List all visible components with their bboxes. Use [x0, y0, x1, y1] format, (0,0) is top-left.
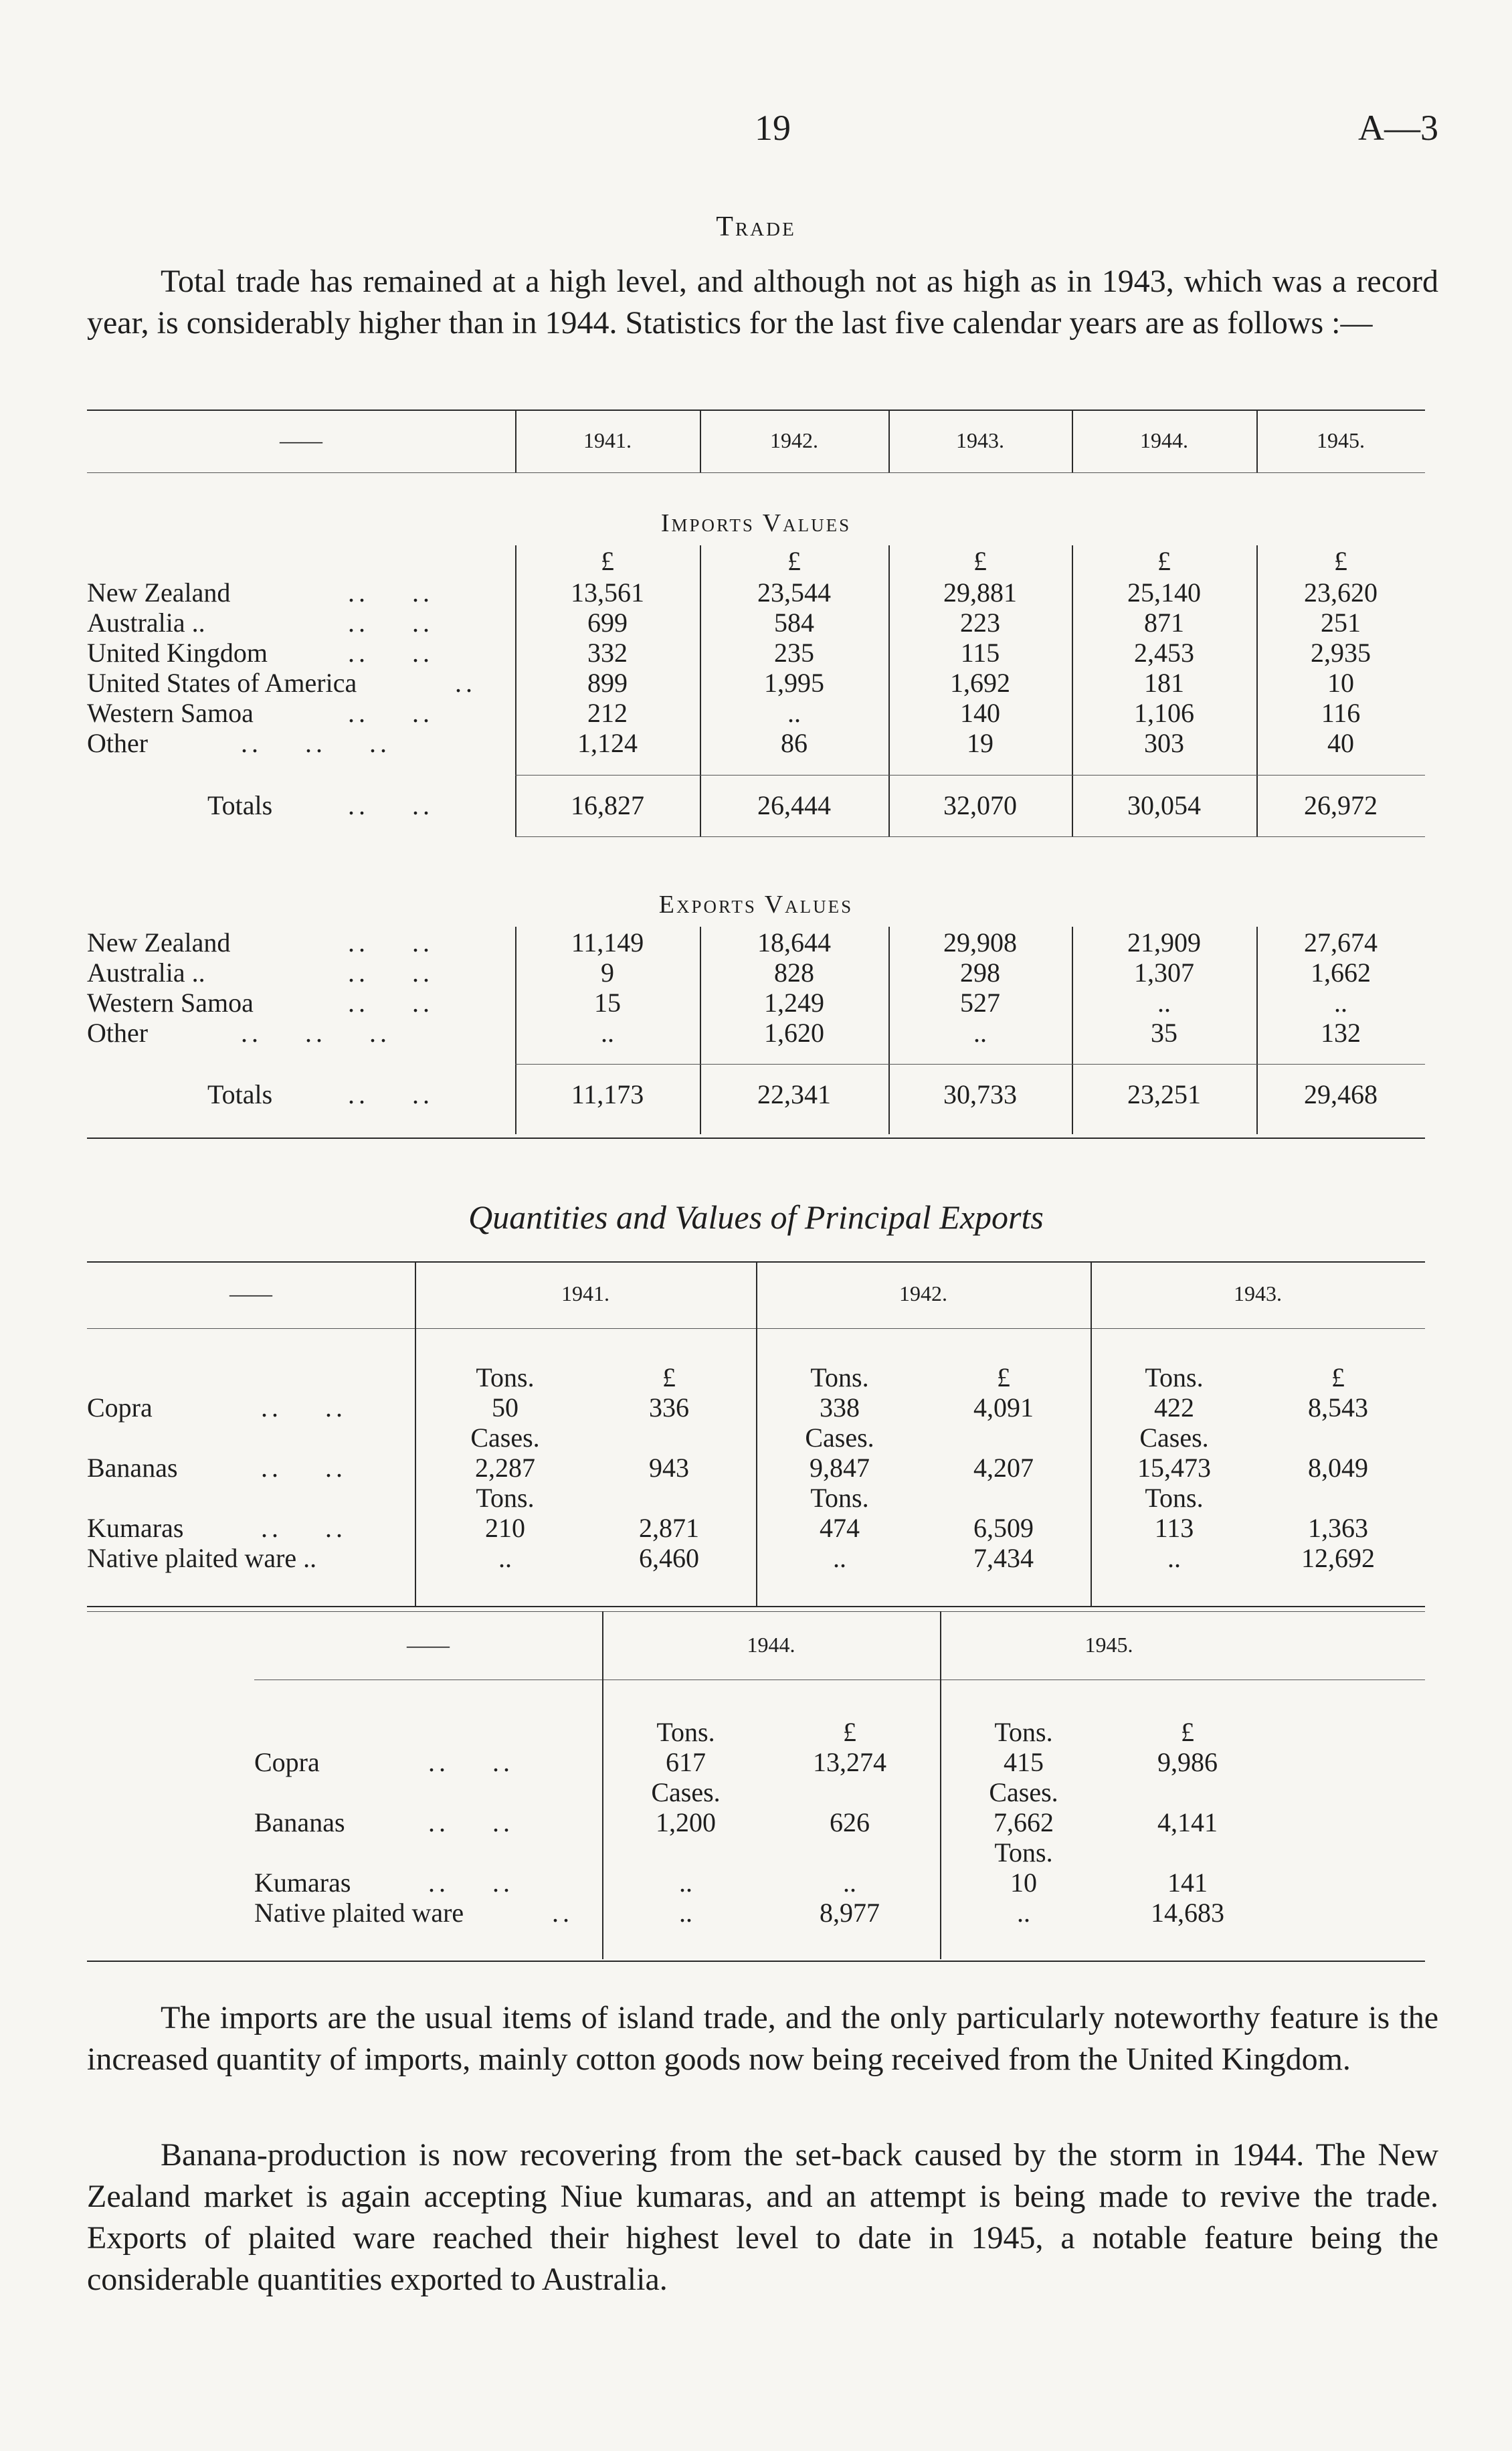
currency-symbol: £ — [973, 546, 987, 576]
value-cell: 7,434 — [973, 1543, 1034, 1573]
totals-label: Totals — [207, 790, 273, 820]
value-cell: 298 — [960, 958, 1000, 988]
unit-label: Tons. — [810, 1362, 869, 1392]
value-cell: 181 — [1144, 668, 1184, 698]
row-label: Western Samoa — [87, 988, 254, 1018]
total-cell: 11,173 — [571, 1079, 644, 1109]
currency-symbol: £ — [843, 1717, 856, 1747]
total-cell: 32,070 — [943, 790, 1017, 820]
col-rule — [602, 1611, 603, 1959]
value-cell: 115 — [960, 638, 1000, 668]
value-cell: 29,908 — [943, 927, 1017, 958]
quantity-cell: .. — [498, 1543, 512, 1573]
col-rule — [415, 1261, 416, 1606]
value-cell: 13,561 — [571, 577, 644, 608]
value-cell: 132 — [1321, 1018, 1361, 1048]
principal-exports-title: Quantities and Values of Principal Exports — [468, 1198, 1044, 1236]
value-cell: .. — [973, 1018, 987, 1048]
value-cell: 4,141 — [1157, 1807, 1218, 1837]
currency-symbol: £ — [1181, 1717, 1194, 1747]
value-cell: 29,881 — [943, 577, 1017, 608]
value-cell: 15 — [594, 988, 621, 1018]
header-dash: —— — [407, 1633, 450, 1657]
value-cell: 2,935 — [1311, 638, 1371, 668]
year-header: 1944. — [747, 1633, 795, 1657]
quantity-cell: 10 — [1010, 1868, 1037, 1898]
total-cell: 22,341 — [757, 1079, 831, 1109]
value-cell: 1,307 — [1134, 958, 1194, 988]
value-cell: 6,509 — [973, 1513, 1034, 1543]
quantity-cell: .. — [679, 1898, 692, 1928]
value-cell: 23,620 — [1304, 577, 1378, 608]
quantity-cell: .. — [833, 1543, 846, 1573]
value-cell: 235 — [774, 638, 814, 668]
unit-label: Tons. — [810, 1483, 869, 1513]
exports-values-title: Exports Values — [658, 891, 854, 919]
row-label: New Zealand — [87, 577, 231, 608]
totals-label: Totals — [207, 1079, 273, 1109]
quantity-cell: 113 — [1154, 1513, 1194, 1543]
currency-symbol: £ — [601, 546, 614, 576]
banana-production-commentary: Banana-production is now recovering from the set-back caused by the storm in 1944. The New Zealand market is again accepting Niue kumaras, and an attempt is being made to revive the trade. Exports of plaited ware reached their highest level to date in 1945, a notable feature being the considerable quantities exported to Australia. — [87, 2137, 1438, 2297]
row-label: Bananas — [254, 1807, 345, 1837]
col-rule — [756, 1261, 757, 1606]
quantity-cell: 415 — [1004, 1747, 1044, 1777]
value-cell: 584 — [774, 608, 814, 638]
row-label: Other — [87, 728, 149, 758]
unit-label: Tons. — [994, 1717, 1053, 1747]
total-cell: 29,468 — [1304, 1079, 1378, 1109]
total-cell: 16,827 — [571, 790, 644, 820]
col-rule — [940, 1611, 941, 1959]
header-dash: —— — [229, 1281, 272, 1305]
value-cell: 1,124 — [577, 728, 638, 758]
quantity-cell: 210 — [485, 1513, 525, 1543]
value-cell: 8,049 — [1308, 1453, 1368, 1483]
currency-symbol: £ — [1331, 1362, 1345, 1392]
value-cell: 1,363 — [1308, 1513, 1368, 1543]
value-cell: 1,995 — [764, 668, 824, 698]
year-header: 1945. — [1317, 428, 1365, 452]
unit-label: Cases. — [989, 1777, 1058, 1807]
year-header: 1941. — [561, 1281, 609, 1305]
quantity-cell: 474 — [820, 1513, 860, 1543]
year-header: 1944. — [1140, 428, 1188, 452]
year-header: 1942. — [899, 1281, 947, 1305]
rule — [515, 775, 1425, 776]
row-label: New Zealand — [87, 927, 231, 958]
value-cell: 11,149 — [571, 927, 644, 958]
row-label: Copra — [87, 1392, 153, 1423]
row-label: Australia .. — [87, 608, 205, 638]
value-cell: 141 — [1167, 1868, 1208, 1898]
rule — [87, 472, 1425, 473]
col-rule — [515, 410, 516, 472]
trade-heading: Trade — [716, 211, 796, 242]
value-cell: 19 — [967, 728, 994, 758]
unit-label: Tons. — [476, 1483, 535, 1513]
value-cell: 943 — [649, 1453, 689, 1483]
quantity-cell: 2,287 — [475, 1453, 535, 1483]
row-label: Other — [87, 1018, 149, 1048]
value-cell: 13,274 — [813, 1747, 886, 1777]
value-cell: 1,249 — [764, 988, 824, 1018]
unit-label: Cases. — [470, 1423, 540, 1453]
value-cell: 40 — [1327, 728, 1354, 758]
year-header: 1942. — [770, 428, 818, 452]
value-cell: 899 — [587, 668, 628, 698]
year-header: 1941. — [583, 428, 632, 452]
row-label: Bananas — [87, 1453, 178, 1483]
row-label: Western Samoa — [87, 698, 254, 728]
unit-label: Tons. — [656, 1717, 715, 1747]
value-cell: 2,871 — [639, 1513, 699, 1543]
trade-intro: Total trade has remained at a high level, and although not as high as in 1943, which was a record year, is considerably higher than in 1944. Statistics for the last five calendar years are as follows :— — [87, 264, 1438, 341]
value-cell: 8,543 — [1308, 1392, 1368, 1423]
col-rule — [888, 410, 890, 472]
col-rule — [1072, 410, 1073, 472]
page-number: 19 — [755, 108, 791, 148]
imports-values-title: Imports Values — [660, 509, 852, 537]
value-cell: 116 — [1321, 698, 1361, 728]
row-label: Australia .. — [87, 958, 205, 988]
value-cell: 1,692 — [950, 668, 1010, 698]
value-cell: 828 — [774, 958, 814, 988]
value-cell: 10 — [1327, 668, 1354, 698]
total-cell: 30,733 — [943, 1079, 1017, 1109]
value-cell: 223 — [960, 608, 1000, 638]
unit-label: Tons. — [476, 1362, 535, 1392]
currency-symbol: £ — [1157, 546, 1171, 576]
header-dash: —— — [280, 428, 322, 452]
rule — [515, 1064, 1425, 1065]
row-label: United States of America — [87, 668, 357, 698]
total-cell: 23,251 — [1127, 1079, 1201, 1109]
row-label: Kumaras — [254, 1868, 351, 1898]
year-header: 1945. — [1084, 1633, 1133, 1657]
value-cell: 23,544 — [757, 577, 831, 608]
quantity-cell: 1,200 — [656, 1807, 716, 1837]
value-cell: 4,207 — [973, 1453, 1034, 1483]
quantity-cell: 338 — [820, 1392, 860, 1423]
quantity-cell: .. — [1017, 1898, 1030, 1928]
col-rule — [700, 410, 701, 472]
value-cell: 527 — [960, 988, 1000, 1018]
value-cell: 251 — [1321, 608, 1361, 638]
total-cell: 26,444 — [757, 790, 831, 820]
row-label: Copra — [254, 1747, 320, 1777]
value-cell: 1,620 — [764, 1018, 824, 1048]
quantity-cell: 15,473 — [1137, 1453, 1211, 1483]
row-label: Native plaited ware .. — [87, 1543, 317, 1573]
quantity-cell: 422 — [1154, 1392, 1194, 1423]
value-cell: 6,460 — [639, 1543, 699, 1573]
value-cell: 27,674 — [1304, 927, 1378, 958]
currency-symbol: £ — [997, 1362, 1010, 1392]
value-cell: .. — [787, 698, 801, 728]
value-cell: 14,683 — [1151, 1898, 1224, 1928]
quantity-cell: 50 — [492, 1392, 518, 1423]
currency-symbol: £ — [1334, 546, 1347, 576]
total-cell: 26,972 — [1304, 790, 1378, 820]
value-cell: 4,091 — [973, 1392, 1034, 1423]
value-cell: 86 — [781, 728, 808, 758]
value-cell: .. — [843, 1868, 856, 1898]
unit-label: Cases. — [651, 1777, 721, 1807]
value-cell: 12,692 — [1301, 1543, 1375, 1573]
rule — [87, 1611, 1425, 1612]
currency-symbol: £ — [662, 1362, 676, 1392]
unit-label: Tons. — [994, 1837, 1053, 1868]
col-rule — [1256, 410, 1258, 472]
quantity-cell: .. — [679, 1868, 692, 1898]
unit-label: Cases. — [1139, 1423, 1209, 1453]
unit-label: Cases. — [805, 1423, 874, 1453]
value-cell: .. — [1334, 988, 1347, 1018]
unit-label: Tons. — [1145, 1362, 1204, 1392]
value-cell: .. — [601, 1018, 614, 1048]
rule — [87, 1606, 1425, 1607]
quantity-cell: 9,847 — [810, 1453, 870, 1483]
value-cell: .. — [1157, 988, 1171, 1018]
row-label: Native plaited ware — [254, 1898, 464, 1928]
value-cell: 9 — [601, 958, 614, 988]
rule — [87, 1138, 1425, 1139]
year-header: 1943. — [956, 428, 1004, 452]
imports-commentary: The imports are the usual items of island trade, and the only particularly noteworthy feature is the increased quantity of imports, mainly cotton goods now being received from the United Kingdom. — [87, 2000, 1438, 2077]
document-reference: A—3 — [1358, 108, 1438, 148]
rule — [87, 410, 1425, 411]
col-rule — [1091, 1261, 1092, 1606]
row-label: Kumaras — [87, 1513, 184, 1543]
unit-label: Tons. — [1145, 1483, 1204, 1513]
value-cell: 8,977 — [820, 1898, 880, 1928]
value-cell: 1,106 — [1134, 698, 1194, 728]
value-cell: 336 — [649, 1392, 689, 1423]
year-header: 1943. — [1234, 1281, 1282, 1305]
value-cell: 332 — [587, 638, 628, 668]
value-cell: 871 — [1144, 608, 1184, 638]
value-cell: 2,453 — [1134, 638, 1194, 668]
total-cell: 30,054 — [1127, 790, 1201, 820]
value-cell: 303 — [1144, 728, 1184, 758]
value-cell: 1,662 — [1311, 958, 1371, 988]
rule — [515, 836, 1425, 837]
rule — [87, 1961, 1425, 1962]
quantity-cell: .. — [1167, 1543, 1181, 1573]
value-cell: 699 — [587, 608, 628, 638]
value-cell: 140 — [960, 698, 1000, 728]
value-cell: 25,140 — [1127, 577, 1201, 608]
currency-symbol: £ — [787, 546, 801, 576]
row-label: United Kingdom — [87, 638, 268, 668]
value-cell: 9,986 — [1157, 1747, 1218, 1777]
value-cell: 18,644 — [757, 927, 831, 958]
value-cell: 212 — [587, 698, 628, 728]
value-cell: 626 — [830, 1807, 870, 1837]
value-cell: 21,909 — [1127, 927, 1201, 958]
quantity-cell: 7,662 — [994, 1807, 1054, 1837]
value-cell: 35 — [1151, 1018, 1177, 1048]
quantity-cell: 617 — [666, 1747, 706, 1777]
